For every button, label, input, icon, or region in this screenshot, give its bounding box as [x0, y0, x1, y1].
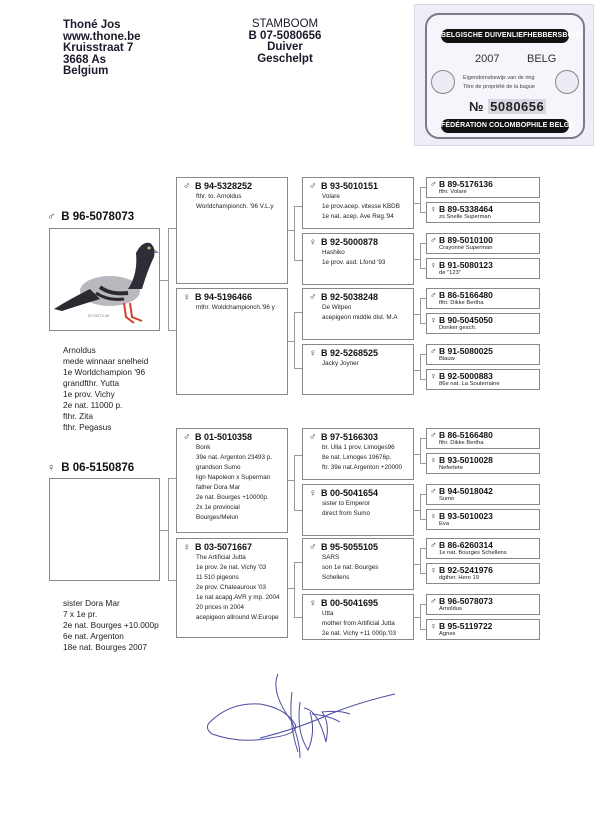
document-ring: B 07-5080656 [248, 29, 322, 42]
pedigree-box-gen4[interactable] [426, 233, 540, 254]
info-line: 8e nat. Limoges 19676p. [322, 454, 392, 461]
info-line: Crayonné Superman [439, 245, 493, 251]
pedigree-box-gen2[interactable] [176, 288, 288, 395]
info-line: fthr. Dikke Bertha [439, 300, 484, 306]
info-line: fthr. to. Arnoldus [196, 193, 242, 200]
connector [168, 580, 176, 581]
info-line: 1e nat. acep. Ave Reg.'94 [322, 213, 394, 220]
female-icon: ♀ [183, 292, 191, 303]
male-icon: ♂ [309, 292, 317, 303]
ring-number: B 97-5166303 [321, 432, 379, 442]
connector [420, 438, 421, 463]
info-line: Schellens [322, 574, 350, 581]
dam-photo-placeholder [49, 478, 160, 581]
female-icon: ♀ [430, 565, 437, 575]
female-icon: ♀ [309, 348, 317, 359]
card-country: BELG [527, 53, 557, 65]
male-icon: ♂ [430, 290, 437, 300]
female-icon: ♀ [430, 511, 437, 521]
sire-photo [49, 228, 160, 331]
pedigree-box-gen2[interactable] [176, 177, 288, 284]
ring-number: B 03-5071667 [195, 542, 253, 552]
dam-ring-number: B 06-5150876 [61, 462, 135, 474]
seal-icon [431, 70, 455, 94]
owner-city: 3668 As [63, 53, 107, 66]
ring-number: B 86-6260314 [439, 540, 493, 550]
pedigree-box-gen4[interactable] [426, 509, 540, 530]
ring-number: B 92-5241976 [439, 565, 493, 575]
card-year: 2007 [475, 53, 500, 65]
info-line: zs Snelle Superman [439, 214, 491, 220]
female-icon: ♀ [430, 621, 437, 631]
info-line: Donker gesch. [439, 325, 477, 331]
male-icon: ♂ [183, 432, 191, 443]
male-icon: ♂ [430, 540, 437, 550]
info-line: 1e nat. Bourges Schellens [439, 550, 507, 556]
info-line: acepigeon allround W.Europe [196, 614, 279, 621]
pedigree-box-gen4[interactable] [426, 369, 540, 390]
female-icon: ♀ [430, 455, 437, 465]
document-sex: Duiver [267, 41, 303, 53]
info-line: son 1e nat. Bourges [322, 564, 379, 571]
ring-number: B 94-5196466 [195, 292, 253, 302]
sire-desc-line: grandfthr. Yutta [63, 378, 120, 388]
male-icon: ♂ [430, 486, 437, 496]
pedigree-box-gen2[interactable] [176, 428, 288, 533]
pedigree-box-gen4[interactable] [426, 594, 540, 615]
ring-number: B 00-5041695 [321, 598, 379, 608]
pedigree-box-gen4[interactable] [426, 288, 540, 309]
info-line: 11 510 pigeons [196, 574, 239, 581]
connector [420, 243, 421, 268]
info-line: 1e nat acapg.AVR y mp. 2004 [196, 594, 280, 601]
sire-desc-line: mede winnaar snelheid [63, 356, 149, 366]
dam-desc-line: sister Dora Mar [63, 598, 120, 608]
info-line: 2e prov. Chateauroux '03 [196, 584, 267, 591]
male-icon: ♂ [309, 181, 317, 192]
info-line: dgther. Hero 19 [439, 575, 479, 581]
info-line: Sumo [439, 496, 455, 502]
ring-number: B 89-5010100 [439, 235, 493, 245]
pedigree-box-gen4[interactable] [426, 177, 540, 198]
connector [420, 604, 421, 629]
info-line: Bourges/Melun [196, 514, 239, 521]
female-icon: ♀ [430, 204, 437, 214]
connector [168, 478, 176, 479]
sire-description [63, 345, 148, 433]
ring-number: B 95-5055105 [321, 542, 379, 552]
card-top-banner: BELGISCHE DUIVENLIEFHEBBERSBOND [441, 29, 569, 43]
sire-desc-line: 1e prov. Vichy [63, 389, 115, 399]
pedigree-box-gen3[interactable] [302, 594, 414, 640]
info-line: 86e nat. La Souterraine [439, 381, 500, 387]
info-line: The Artificial Jutta [196, 554, 246, 561]
info-line: fthr. Dikke Bertha [439, 440, 484, 446]
female-icon: ♀ [430, 260, 437, 270]
info-line: Eva [439, 521, 449, 527]
connector [294, 312, 295, 368]
card-bottom-banner: FÉDÉRATION COLOMBOPHILE BELGE [441, 119, 569, 133]
dam-desc-line: 18e nat. Bourges 2007 [63, 642, 147, 652]
signature-icon [200, 662, 400, 762]
male-icon: ♂ [430, 430, 437, 440]
info-line: fthr. Volare [439, 189, 467, 195]
dam-ring [47, 462, 134, 474]
ring-number: B 94-5018042 [439, 486, 493, 496]
info-line: 39e nat. Argenton 23493 p. [196, 454, 272, 461]
info-line: Agnes [439, 631, 456, 637]
female-icon: ♀ [183, 542, 191, 553]
female-icon: ♀ [47, 462, 56, 474]
connector [294, 562, 295, 617]
dam-desc-line: 7 x 1e pr. [63, 609, 98, 619]
document-color: Geschelpt [257, 52, 313, 65]
ring-number: B 90-5045050 [439, 315, 493, 325]
pedigree-box-gen4[interactable] [426, 453, 540, 474]
connector [294, 206, 302, 207]
pedigree-box-gen3[interactable] [302, 233, 414, 285]
info-line: br. Ulla 1 prov. Limoges96 [322, 444, 395, 451]
card-number [469, 99, 546, 114]
ring-ownership-card [414, 4, 594, 146]
info-line: 1e prov. 2e nat. Vichy '03 [196, 564, 267, 571]
ring-number: B 95-5119722 [439, 621, 493, 631]
pedigree-box-gen3[interactable] [302, 428, 414, 480]
connector [168, 228, 176, 229]
info-line: 1e prov.acep. vitesse KBDB [322, 203, 400, 210]
info-line: Bonk [196, 444, 211, 451]
info-line: mother from Artificial Jutta [322, 620, 395, 627]
card-line-nl: Eigendomsbewijs van de ring [463, 75, 535, 81]
connector [294, 312, 302, 313]
info-line: grandson Sumo [196, 464, 241, 471]
male-icon: ♂ [430, 179, 437, 189]
info-line: Volare [322, 193, 340, 200]
pedigree-box-gen3[interactable] [302, 484, 414, 536]
male-icon: ♂ [430, 235, 437, 245]
ring-number: B 93-5010023 [439, 511, 493, 521]
sire-desc-line: 1e Worldchampion '96 [63, 367, 146, 377]
sire-ring-number: B 96-5078073 [61, 211, 135, 223]
sire-ring [47, 211, 134, 223]
ring-number: B 01-5010358 [195, 432, 253, 442]
info-line: 2e nat. Bourges +10000p. [196, 494, 269, 501]
crown-seal-icon [555, 70, 579, 94]
pedigree-box-gen3[interactable] [302, 288, 414, 340]
pedigree-box-gen3[interactable] [302, 177, 414, 229]
connector [168, 228, 169, 331]
pedigree-box-gen4[interactable] [426, 484, 540, 505]
pedigree-box-gen4[interactable] [426, 428, 540, 449]
info-line: ftr. 39e nat.Argenton +20000 [322, 464, 402, 471]
info-line: 20 prices in 2004 [196, 604, 244, 611]
pedigree-box-gen4[interactable] [426, 538, 540, 559]
male-icon: ♂ [47, 211, 56, 223]
ring-number: B 93-5010028 [439, 455, 493, 465]
dam-description [63, 598, 159, 653]
card-line-fr: Titre de propriété de la bague [463, 84, 535, 90]
info-line: mthr. Woldchampionch.'96 y [196, 304, 275, 311]
info-line: acepigeon middle dist. M.A [322, 314, 398, 321]
dam-desc-line: 2e nat. Bourges +10.000p [63, 620, 159, 630]
connector [420, 548, 421, 573]
pedigree-box-gen2[interactable] [176, 538, 288, 638]
ring-number: B 92-5268525 [321, 348, 379, 358]
male-icon: ♂ [430, 596, 437, 606]
pedigree-box-gen3[interactable] [302, 538, 414, 590]
pedigree-box-gen3[interactable] [302, 344, 414, 395]
female-icon: ♀ [430, 371, 437, 381]
info-line: Jacky Joyner [322, 360, 359, 367]
ring-number: B 93-5010151 [321, 181, 379, 191]
info-line: SARS [322, 554, 340, 561]
female-icon: ♀ [309, 488, 317, 499]
info-line: father Dora Mar [196, 484, 241, 491]
sire-desc-line: fthr. Zita [63, 411, 93, 421]
connector [294, 510, 302, 511]
connector [160, 530, 168, 531]
ring-number: B 89-5338464 [439, 204, 493, 214]
info-line: 1e prov. asd. Lfond '93 [322, 259, 386, 266]
ring-number: B 92-5038248 [321, 292, 379, 302]
ring-number: B 94-5328252 [195, 181, 253, 191]
info-line: Nefertete [439, 465, 463, 471]
connector [420, 354, 421, 379]
ring-number: B 91-5080123 [439, 260, 493, 270]
info-line: de "123" [439, 270, 461, 276]
female-icon: ♀ [309, 598, 317, 609]
info-line: sister to Emperor [322, 500, 370, 507]
owner-website[interactable]: www.thone.be [63, 30, 141, 43]
ring-number: B 86-5166480 [439, 430, 493, 440]
ring-number: B 86-5166480 [439, 290, 493, 300]
ring-number: B 91-5080025 [439, 346, 493, 356]
connector [160, 280, 168, 281]
info-line: Hashiko [322, 249, 345, 256]
document-heading: STAMBOOM [251, 18, 319, 30]
sire-desc-line: 2e nat. 11000 p. [63, 400, 123, 410]
pedigree-box-gen4[interactable] [426, 563, 540, 584]
connector [294, 368, 302, 369]
male-icon: ♂ [430, 346, 437, 356]
owner-street: Kruisstraat 7 [63, 42, 134, 54]
connector [294, 455, 295, 510]
owner-name: Thoné Jos [63, 19, 121, 31]
info-line: Blauw [439, 356, 455, 362]
pedigree-box-gen4[interactable] [426, 313, 540, 334]
info-line: Utta [322, 610, 334, 617]
connector [294, 455, 302, 456]
info-line: Arnoldus [439, 606, 462, 612]
document-title-block [230, 19, 340, 65]
info-line: 2x 1e provincial [196, 504, 240, 511]
male-icon: ♂ [183, 181, 191, 192]
female-icon: ♀ [309, 237, 317, 248]
connector [294, 260, 302, 261]
sire-desc-line: Arnoldus [63, 345, 96, 355]
connector [168, 330, 176, 331]
ring-number: B 89-5176136 [439, 179, 493, 189]
connector [294, 562, 302, 563]
pedigree-box-gen4[interactable] [426, 344, 540, 365]
owner-country: Belgium [63, 65, 109, 77]
ring-number: B 92-5000883 [439, 371, 493, 381]
connector [420, 494, 421, 519]
dam-desc-line: 6e nat. Argenton [63, 631, 124, 641]
male-icon: ♂ [309, 542, 317, 553]
number-sign: № [469, 99, 484, 114]
connector [294, 206, 295, 260]
connector [294, 617, 302, 618]
card-frame [425, 13, 585, 139]
info-line: direct from Sumo [322, 510, 370, 517]
connector [168, 478, 169, 581]
pedigree-box-gen4[interactable] [426, 619, 540, 640]
ring-number: B 00-5041654 [321, 488, 379, 498]
info-line: De Witpen [322, 304, 352, 311]
pedigree-box-gen4[interactable] [426, 202, 540, 223]
owner-block [63, 20, 141, 78]
card-number-value: 5080656 [490, 99, 545, 114]
connector [420, 187, 421, 212]
info-line: Worldchampionch. '96 V.L.y [196, 203, 274, 210]
male-icon: ♂ [309, 432, 317, 443]
ring-number: B 96-5078073 [439, 596, 493, 606]
photo-caption: 5078073-96 [88, 313, 110, 318]
pedigree-box-gen4[interactable] [426, 258, 540, 279]
ring-number: B 92-5000878 [321, 237, 379, 247]
sire-desc-line: fthr. Pegasus [63, 422, 112, 432]
info-line: 2e nat. Vichy +11 000p.'03 [322, 630, 396, 637]
female-icon: ♀ [430, 315, 437, 325]
info-line: lign Napoleon x Superman [196, 474, 271, 481]
connector [420, 298, 421, 323]
